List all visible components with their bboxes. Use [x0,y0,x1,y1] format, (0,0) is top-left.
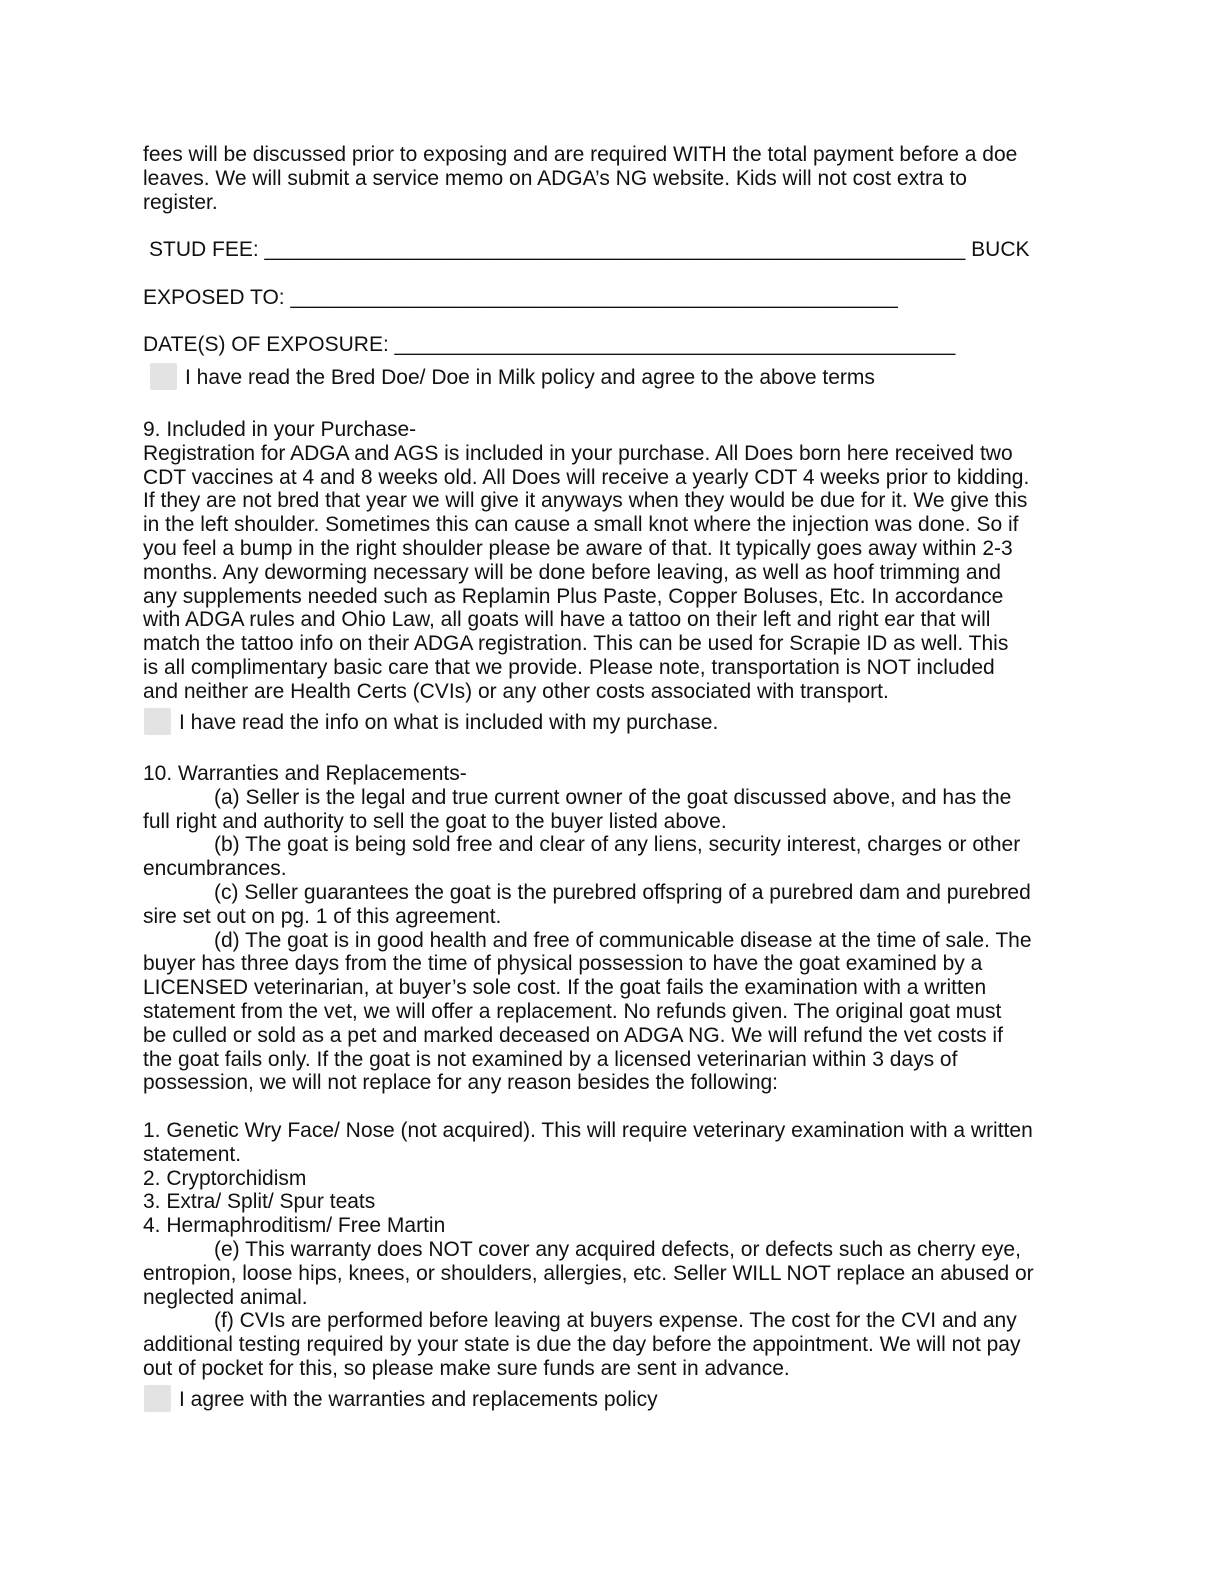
text-line: sire set out on pg. 1 of this agreement. [143,904,502,928]
stud-fee-field[interactable] [149,238,1030,262]
text-line: match the tattoo info on their ADGA registration. This can be used for Scrapie ID as well. This [143,632,1009,656]
warranties-label: I agree with the warranties and replacements policy [179,1388,658,1411]
section-10 [143,762,1083,1381]
text-line: encumbrances. [143,857,287,881]
purchase-info-label: I have read the info on what is included with my purchase. [179,711,719,734]
text-line: If they are not bred that year we will give it anyways when they would be due for it. We give this [143,489,1028,513]
text-line: full right and authority to sell the goat to the buyer listed above. [143,809,727,833]
stud-fee-label: STUD FEE: [149,238,259,261]
exposed-to-blank[interactable]: ____________________________________________________ [290,286,898,309]
section-9 [143,418,1083,704]
text-line: you feel a bump in the right shoulder please be aware of that. It typically goes away within 2-3 [143,536,1013,560]
text-line: register. [143,190,218,214]
text-line: Registration for ADGA and AGS is included in your purchase. All Does born here received two [143,441,1013,465]
dates-of-exposure-field[interactable] [143,333,955,357]
purchase-info-checkbox[interactable] [144,708,171,735]
text-line: any supplements needed such as Replamin Plus Paste, Copper Boluses, Etc. In accordance [143,584,1004,608]
text-line: additional testing required by your state is due the day before the appointment. We will not pay [143,1333,1021,1357]
text-line: is all complimentary basic care that we provide. Please note, transportation is NOT included [143,655,995,679]
text-line: leaves. We will submit a service memo on ADGA’s NG website. Kids will not cost extra to [143,166,967,190]
text-line: neglected animal. [143,1285,308,1309]
text-line: and neither are Health Certs (CVIs) or any other costs associated with transport. [143,679,889,703]
text-line: buyer has three days from the time of physical possession to have the goat examined by a [143,952,983,976]
text-line: months. Any deworming necessary will be done before leaving, as well as hoof trimming and [143,560,1001,584]
intro-paragraph [143,143,1083,214]
text-line: (d) The goat is in good health and free of communicable disease at the time of sale. The [214,928,1032,952]
text-line: be culled or sold as a pet and marked deceased on ADGA NG. We will refund the vet costs if [143,1023,1003,1047]
text-line: (b) The goat is being sold free and clear of any liens, security interest, charges or other [214,833,1021,857]
text-line: entropion, loose hips, knees, or shoulders, allergies, etc. Seller WILL NOT replace an abused or [143,1261,1034,1285]
warranties-checkbox[interactable] [144,1385,171,1412]
exposed-to-field[interactable] [143,286,898,310]
section-9-heading: 9. Included in your Purchase- [143,418,417,441]
text-line: (e) This warranty does NOT cover any acquired defects, or defects such as cherry eye, [214,1237,1021,1261]
text-line: LICENSED veterinarian, at buyer’s sole cost. If the goat fails the examination with a written [143,976,987,1000]
dates-of-exposure-blank[interactable]: ________________________________________________ [394,333,956,356]
text-line: (a) Seller is the legal and true current owner of the goat discussed above, and has the [214,785,1012,809]
bred-doe-policy-label: I have read the Bred Doe/ Doe in Milk policy and agree to the above terms [185,366,875,389]
text-line: in the left shoulder. Sometimes this can cause a small knot where the injection was done. So if [143,513,1019,537]
text-line: the goat fails only. If the goat is not examined by a licensed veterinarian within 3 days of [143,1047,958,1071]
text-line: possession, we will not replace for any reason besides the following: [143,1071,779,1095]
list-item: statement. [143,1142,242,1166]
exposed-to-label: EXPOSED TO: [143,286,285,309]
list-item: 4. Hermaphroditism/ Free Martin [143,1214,446,1238]
stud-fee-blank[interactable]: ____________________________________________________________ [264,238,966,261]
stud-fee-suffix: BUCK [971,238,1030,261]
blank-line [143,1095,1083,1119]
section-10-heading: 10. Warranties and Replacements- [143,762,467,785]
text-line: fees will be discussed prior to exposing and are required WITH the total payment before a doe [143,143,1018,166]
dates-of-exposure-label: DATE(S) OF EXPOSURE: [143,333,389,356]
bred-doe-policy-checkbox[interactable] [150,363,177,390]
text-line: (c) Seller guarantees the goat is the purebred offspring of a purebred dam and purebred [214,880,1031,904]
text-line: with ADGA rules and Ohio Law, all goats will have a tattoo on their left and right ear that will [143,608,991,632]
list-item: 3. Extra/ Split/ Spur teats [143,1190,376,1214]
list-item: 1. Genetic Wry Face/ Nose (not acquired). This will require veterinary examination with a written [143,1118,1033,1142]
text-line: (f) CVIs are performed before leaving at buyers expense. The cost for the CVI and any [214,1309,1017,1333]
list-item: 2. Cryptorchidism [143,1166,307,1190]
text-line: CDT vaccines at 4 and 8 weeks old. All Does will receive a yearly CDT 4 weeks prior to kidding. [143,465,1030,489]
text-line: out of pocket for this, so please make sure funds are sent in advance. [143,1356,790,1380]
text-line: statement from the vet, we will offer a replacement. No refunds given. The original goat must [143,999,1002,1023]
